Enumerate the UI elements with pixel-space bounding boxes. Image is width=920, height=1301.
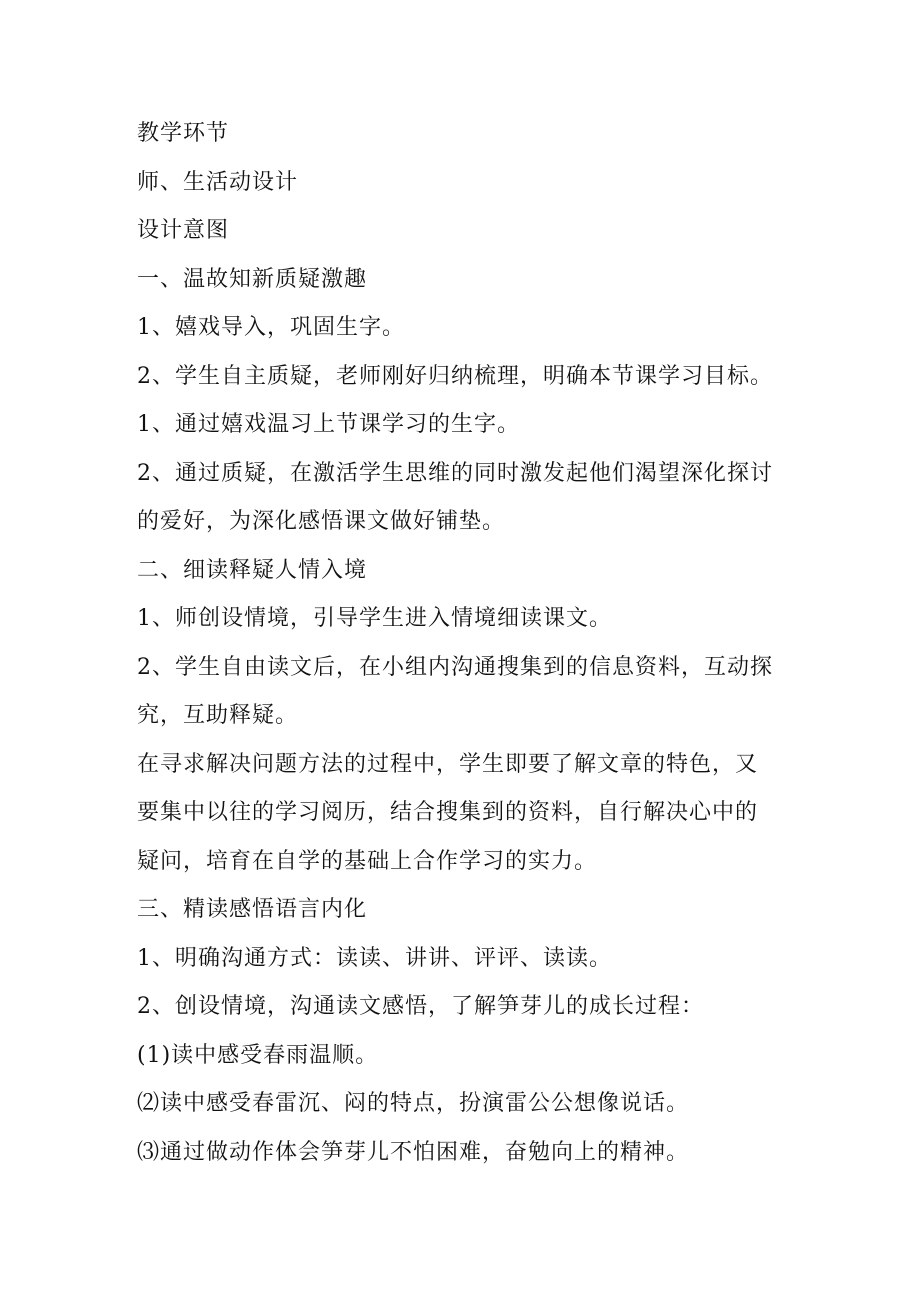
list-item: ⑵读中感受春雷沉、闷的特点，扮演雷公公想像说话。	[137, 1091, 690, 1116]
paragraph-line: 2、学生自由读文后，在小组内沟通搜集到的信息资料，互动探	[137, 654, 773, 680]
paragraph-line: 2、创设情境，沟通读文感悟，了解笋芽儿的成长过程：	[137, 994, 704, 1019]
paragraph-line: 1、明确沟通方式：读读、讲讲、评评、读读。	[137, 945, 612, 971]
list-item: ⑶通过做动作体会笋芽儿不怕困难，奋勉向上的精神。	[137, 1139, 690, 1165]
paragraph-line: 要集中以往的学习阅历，结合搜集到的资料，自行解决心中的	[137, 800, 759, 825]
paragraph-line: 在寻求解决问题方法的过程中，学生即要了解文章的特色，又	[137, 751, 759, 777]
heading-design-intent: 设计意图	[137, 218, 230, 243]
section-heading-3: 三、精读感悟语言内化	[137, 897, 368, 922]
paragraph-line: 2、通过质疑，在激活学生思维的同时激发起他们渴望深化探讨	[137, 460, 773, 486]
paragraph-line: 1、嬉戏导入，巩固生字。	[137, 315, 405, 340]
heading-teaching-stage: 教学环节	[137, 121, 230, 146]
paragraph-line: 1、通过嬉戏温习上节课学习的生字。	[137, 412, 520, 437]
paragraph-line: 的爱好，为深化感悟课文做好铺垫。	[137, 509, 506, 534]
section-heading-1: 一、温故知新质疑激趣	[137, 266, 368, 292]
paragraph-line: 1、师创设情境，引导学生进入情境细读课文。	[137, 606, 612, 631]
paragraph-line: 2、学生自主质疑，老师刚好归纳梳理，明确本节课学习目标。	[137, 363, 773, 389]
paragraph-line: 疑问，培育在自学的基础上合作学习的实力。	[137, 848, 598, 874]
section-heading-2: 二、细读释疑人情入境	[137, 557, 368, 583]
paragraph-line: 究，互助释疑。	[137, 703, 299, 728]
document-body	[137, 110, 797, 1177]
list-item: (1)读中感受春雨温顺。	[137, 1042, 379, 1068]
heading-activity-design: 师、生活动设计	[137, 169, 299, 195]
